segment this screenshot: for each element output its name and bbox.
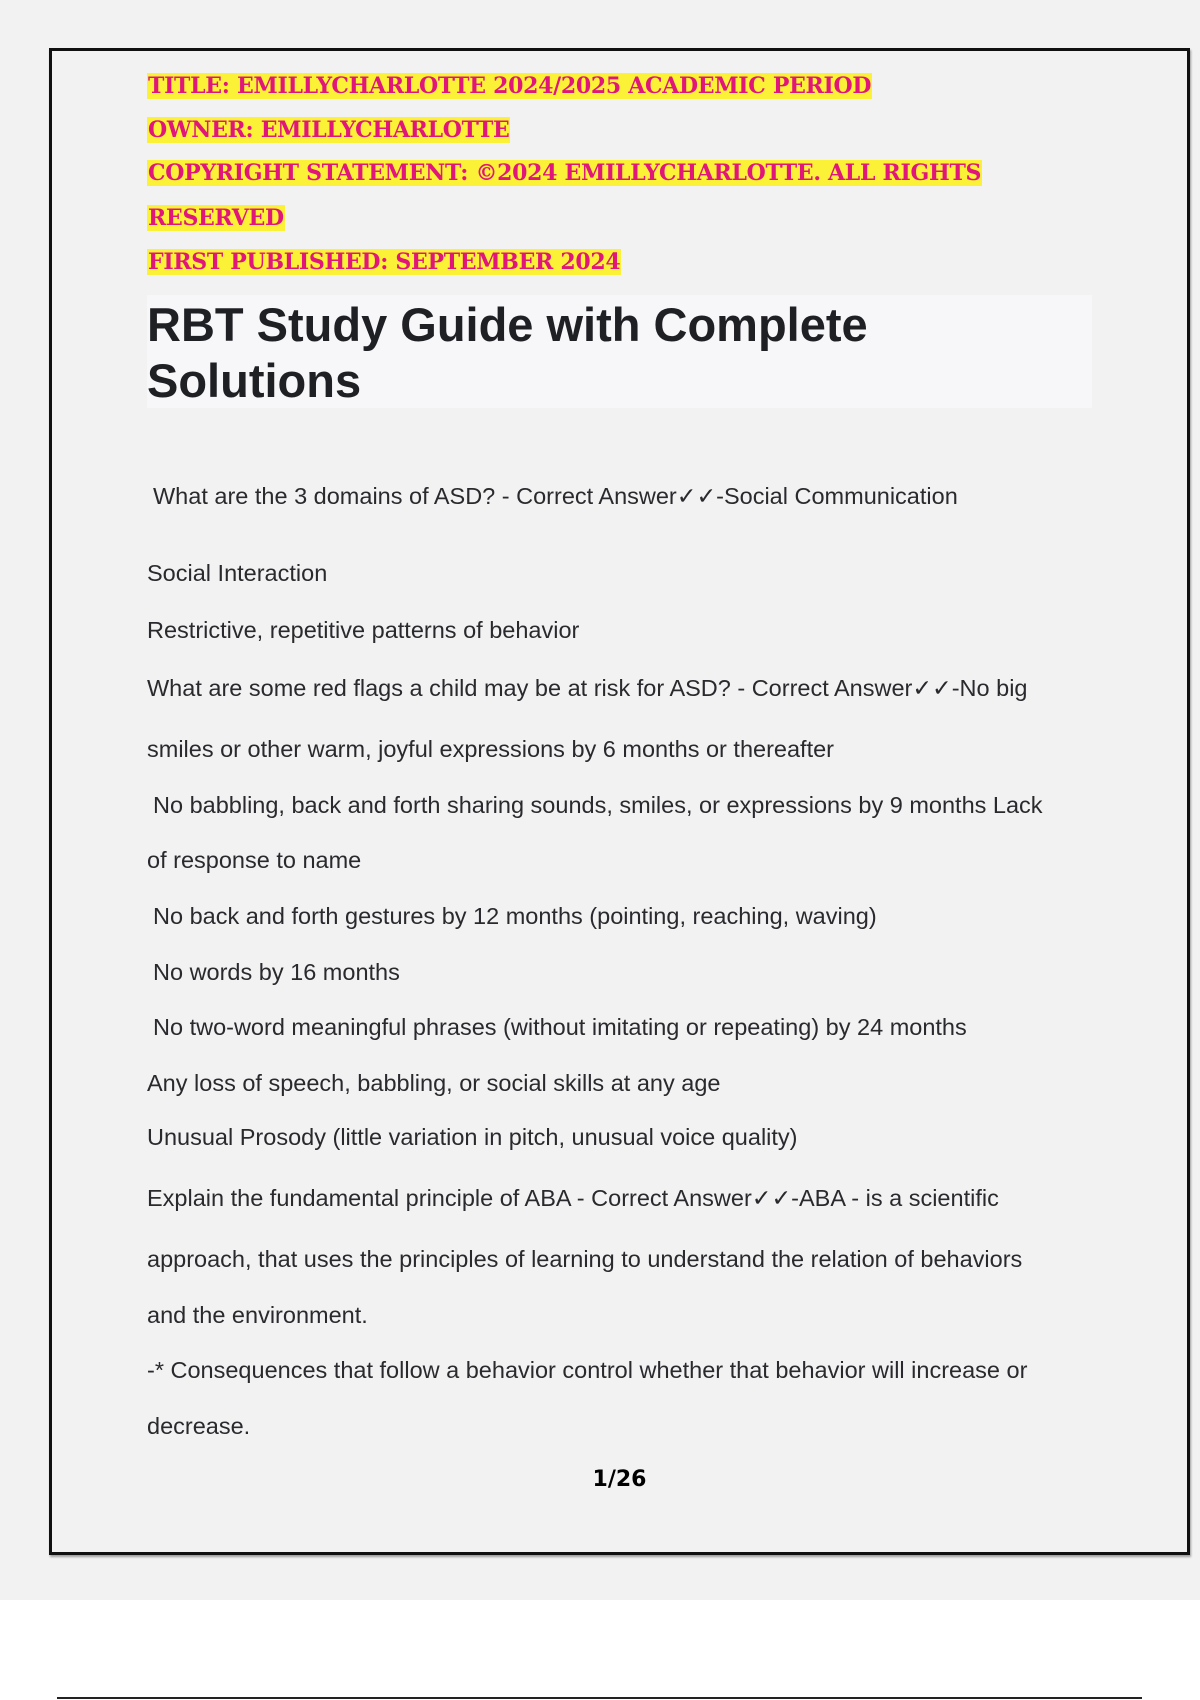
answer-line: Social Interaction — [147, 560, 328, 586]
question-red-flags: What are some red flags a child may be at risk for ASD? - Correct Answer✓✓-No big — [147, 675, 1028, 701]
answer-line: decrease. — [147, 1413, 251, 1439]
answer-line: and the environment. — [147, 1302, 368, 1328]
answer-line: No back and forth gestures by 12 months (pointing, reaching, waving) — [153, 903, 877, 929]
question-aba-principle: Explain the fundamental principle of ABA - Correct Answer✓✓-ABA - is a scientific — [147, 1185, 999, 1211]
meta-copyright-cont — [147, 203, 285, 233]
document-title-line-1: RBT Study Guide with Complete — [147, 298, 868, 351]
answer-line: smiles or other warm, joyful expressions by 6 months or thereafter — [147, 736, 834, 762]
next-page-divider — [57, 1697, 1142, 1699]
question-asd-domains: What are the 3 domains of ASD? - Correct Answer✓✓-Social Communication — [153, 483, 958, 509]
meta-title-text: TITLE: EMILLYCHARLOTTE 2024/2025 ACADEMIC PERIOD — [148, 73, 872, 99]
meta-copyright — [147, 158, 982, 188]
meta-published-text: FIRST PUBLISHED: SEPTEMBER 2024 — [148, 249, 621, 275]
meta-owner-text: OWNER: EMILLYCHARLOTTE — [148, 117, 510, 143]
meta-copyright-text: COPYRIGHT STATEMENT: ©2024 EMILLYCHARLOTTE. ALL RIGHTS — [148, 160, 982, 186]
meta-title — [147, 71, 872, 101]
page-number: 1/26 — [592, 1467, 647, 1492]
answer-line: Any loss of speech, babbling, or social skills at any age — [147, 1070, 721, 1096]
answer-line: of response to name — [147, 847, 362, 873]
meta-copyright-cont-text: RESERVED — [148, 205, 284, 231]
answer-line: Unusual Prosody (little variation in pitch, unusual voice quality) — [147, 1124, 798, 1150]
answer-line: approach, that uses the principles of learning to understand the relation of behaviors — [147, 1246, 1023, 1272]
document-page — [49, 48, 1190, 1555]
answer-line: Restrictive, repetitive patterns of behavior — [147, 617, 580, 643]
document-title-block — [147, 295, 1092, 408]
answer-line: No babbling, back and forth sharing sounds, smiles, or expressions by 9 months Lack — [153, 792, 1043, 818]
meta-published — [147, 247, 621, 277]
answer-line: -* Consequences that follow a behavior control whether that behavior will increase or — [147, 1357, 1028, 1383]
meta-owner — [147, 115, 510, 145]
answer-line: No two-word meaningful phrases (without imitating or repeating) by 24 months — [153, 1014, 967, 1040]
document-title-line-2: Solutions — [147, 354, 362, 407]
answer-line: No words by 16 months — [153, 959, 400, 985]
